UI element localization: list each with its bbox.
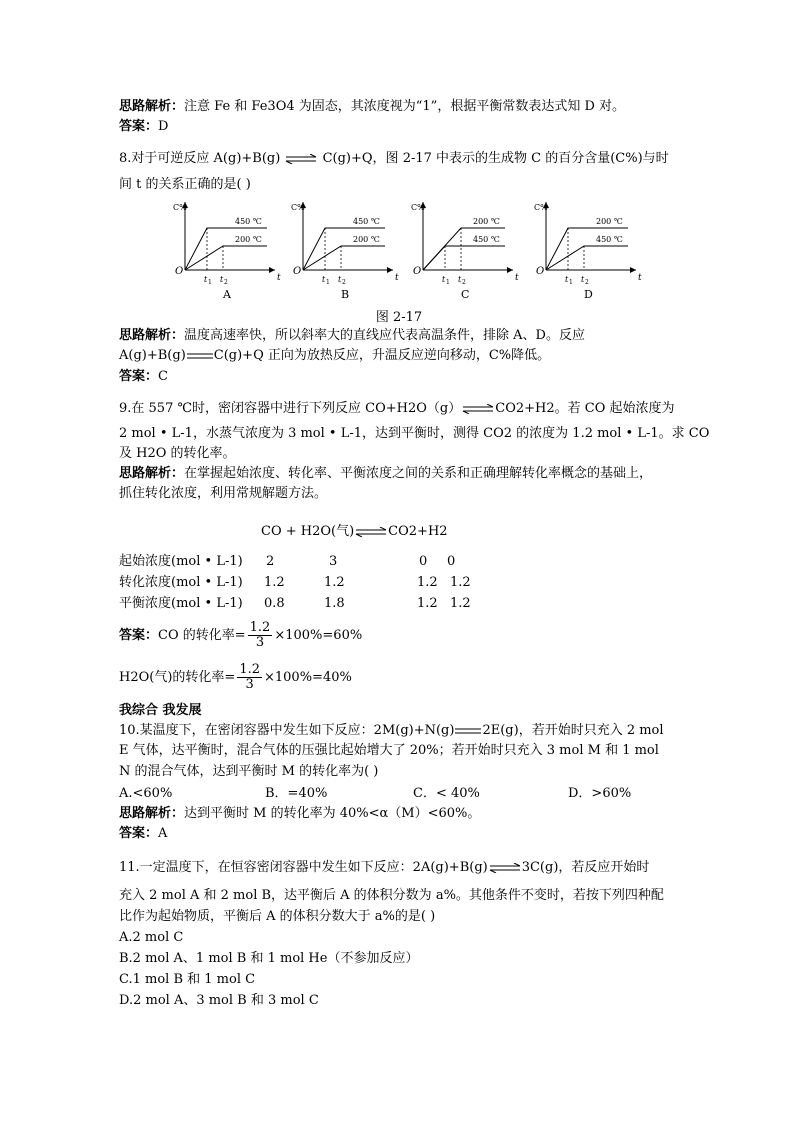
cell: 2: [266, 554, 275, 569]
tick-label-t1: t: [204, 275, 208, 284]
q9-answer-1: [119, 619, 362, 653]
analysis-eq-a: A(g)+B(g): [119, 348, 186, 363]
answer-value: A: [158, 826, 168, 841]
q11-stem-b: 3C(g)，若反应开始时: [521, 860, 650, 875]
figure-caption: 图 2-17: [375, 310, 423, 325]
x-axis-label: t: [395, 273, 399, 283]
q8-stem-a: 8.对于可逆反应 A(g)+B(g): [119, 151, 281, 166]
series-label-upper: 450 ℃: [235, 217, 262, 226]
series-line-slow: [303, 246, 385, 270]
answer-label: 答案：: [119, 119, 159, 134]
row-label: 起始浓度(mol • L-1): [119, 554, 243, 569]
origin-label: O: [413, 266, 422, 277]
series-line-slow: [546, 246, 628, 270]
q8-answer: [119, 368, 168, 386]
option-b: B．=40%: [265, 786, 328, 801]
x-axis-arrow-icon: [269, 267, 275, 273]
fraction-denominator: 3: [245, 677, 254, 692]
eq-left: CO + H2O(气): [261, 524, 355, 539]
top-answer: [119, 118, 168, 136]
series-line-steep: [423, 246, 505, 270]
q8-line1: [119, 150, 669, 168]
cell: 1.2: [450, 596, 471, 611]
chart-letter: D: [584, 288, 593, 301]
chart-letter: C: [461, 288, 470, 301]
answer-label: 答案：: [119, 369, 159, 384]
q9-analysis-l2: 抓住转化浓度，利用常规解题方法。: [119, 486, 328, 501]
tick-label-t1: t: [565, 275, 569, 284]
answer-value: C: [158, 369, 168, 384]
answer-value: D: [158, 119, 169, 134]
analysis-label: 思路解析：: [119, 466, 185, 481]
chart-b: [289, 198, 399, 318]
tick-subscript-t2: 2: [462, 279, 466, 286]
row-label: 转化浓度(mol • L-1): [119, 575, 243, 590]
tick-label-t2: t: [458, 275, 462, 284]
tick-subscript-t2: 2: [585, 279, 589, 286]
analysis-label: 思路解析：: [119, 806, 185, 821]
table-row: [119, 553, 679, 571]
q9-stem-a: 9.在 557 ℃时，密闭容器中进行下列反应 CO+H2O（g）: [119, 401, 462, 416]
ans-prefix: CO 的转化率=: [158, 628, 246, 643]
cell: 3: [329, 554, 338, 569]
y-axis-label: C%: [173, 203, 187, 212]
q11-option-d: D.2 mol A、3 mol B 和 3 mol C: [119, 993, 319, 1008]
x-axis-label: t: [638, 273, 642, 283]
table-row: [119, 595, 679, 613]
x-axis-arrow-icon: [507, 267, 513, 273]
y-axis-label: C%: [291, 203, 305, 212]
q8-stem-b: C(g)+Q，图 2-17 中表示的生成物 C 的百分含量(C%)与时: [322, 151, 669, 166]
tick-label-t1: t: [442, 275, 446, 284]
tick-subscript-t2: 2: [224, 279, 228, 286]
answer-label: 答案：: [119, 628, 159, 643]
analysis-eq-b: C(g)+Q 正向为放热反应，升温反应逆向移动，C%降低。: [213, 348, 551, 363]
analysis-text: 在掌握起始浓度、转化率、平衡浓度之间的关系和正确理解转化率概念的基础上，: [184, 466, 653, 481]
x-axis-arrow-icon: [630, 267, 636, 273]
q9-stem-b: CO2+H2。若 CO 起始浓度为: [495, 401, 675, 416]
q8-analysis-l1: [119, 327, 585, 345]
series-line-slow: [185, 246, 267, 270]
cell: 1.2: [417, 575, 438, 590]
cell: 1.8: [324, 596, 345, 611]
q8-analysis-l2: [119, 347, 550, 365]
q10-answer: [119, 825, 167, 843]
q11-option-a: A.2 mol C: [119, 930, 184, 945]
q11-line3: 比作为起始物质，平衡后 A 的体积分数大于 a%的是( ): [119, 909, 436, 924]
fraction: [248, 621, 273, 650]
answer-label: 答案：: [119, 826, 159, 841]
cell: 0.8: [264, 596, 285, 611]
fraction: [237, 663, 262, 692]
tick-subscript-t1: 1: [446, 279, 450, 286]
fraction-denominator: 3: [255, 635, 265, 650]
tick-label-t1: t: [322, 275, 326, 284]
series-label-upper: 200 ℃: [473, 217, 500, 226]
analysis-text: 达到平衡时 M 的转化率为 40%<α（M）<60%。: [184, 806, 481, 821]
series-label-upper: 450 ℃: [353, 217, 380, 226]
ans-suffix: ×100%=40%: [264, 670, 352, 685]
cell: 1.2: [324, 575, 345, 590]
series-label-upper: 200 ℃: [596, 217, 623, 226]
analysis-label: 思路解析：: [119, 328, 185, 343]
cell: 1.2: [417, 596, 438, 611]
analysis-label: 思路解析：: [119, 99, 185, 114]
q9-line1: [119, 400, 675, 418]
x-axis-label: t: [515, 273, 519, 283]
q10-line1: [119, 722, 664, 740]
cell: 1.2: [264, 575, 285, 590]
q10-stem-b: 2E(g)，若开始时只充入 2 mol: [482, 723, 664, 738]
q10-analysis: [119, 805, 480, 823]
y-axis-label: C%: [411, 203, 425, 212]
section-title: 我综合 我发展: [119, 703, 202, 718]
cell: 1.2: [450, 575, 471, 590]
q9-answer-2: [119, 661, 352, 695]
chart-d: [532, 198, 642, 318]
chart-svg: [171, 198, 281, 318]
q11-line2: 充入 2 mol A 和 2 mol B，达平衡后 A 的体积分数为 a%。其他条件不变时，若按下列四种配: [119, 888, 664, 903]
analysis-text: 注意 Fe 和 Fe3O4 为固态，其浓度视为“1”，根据平衡常数表达式知 D 对。: [184, 99, 626, 114]
q11-option-c: C.1 mol B 和 1 mol C: [119, 972, 256, 987]
top-analysis: [119, 98, 625, 116]
tick-subscript-t1: 1: [208, 279, 212, 286]
series-label-lower: 450 ℃: [473, 235, 500, 244]
chart-letter: B: [341, 288, 350, 301]
fraction-numerator: 1.2: [239, 662, 260, 677]
series-label-lower: 200 ℃: [353, 235, 380, 244]
reversible-arrow-icon: [488, 863, 522, 873]
q9-equation: [261, 523, 448, 541]
analysis-text: 温度高速率快，所以斜率大的直线应代表高温条件，排除 A、D。反应: [184, 328, 585, 343]
q11-stem-a: 11.一定温度下，在恒容密闭容器中发生如下反应：2A(g)+B(g): [119, 860, 488, 875]
equilibrium-sign-icon: [454, 726, 482, 736]
fraction-numerator: 1.2: [249, 620, 271, 635]
q11-line1: [119, 859, 649, 877]
chart-letter: A: [223, 288, 231, 301]
tick-subscript-t2: 2: [342, 279, 346, 286]
x-axis-label: t: [277, 273, 281, 283]
q9-line3: 及 H2O 的转化率。: [119, 446, 236, 461]
series-label-lower: 200 ℃: [235, 235, 262, 244]
option-a: A.<60%: [119, 786, 173, 801]
q9-line2: 2 mol • L-1，水蒸气浓度为 3 mol • L-1，达到平衡时，测得 CO2 的浓度为 1.2 mol • L-1。求 CO: [119, 426, 710, 441]
origin-label: O: [175, 266, 184, 277]
tick-subscript-t1: 1: [569, 279, 573, 286]
ans-prefix: H2O(气)的转化率=: [119, 670, 236, 685]
eq-right: CO2+H2: [388, 524, 448, 539]
series-label-lower: 450 ℃: [596, 235, 623, 244]
origin-label: O: [293, 266, 302, 277]
q10-line2: E 气体，达平衡时，混合气体的压强比起始增大了 20%；若开始时只充入 3 mol M 和 1 mol: [119, 743, 659, 758]
chart-svg: [409, 198, 519, 318]
q9-analysis-l1: [119, 465, 652, 483]
ans-suffix: ×100%=60%: [274, 628, 363, 643]
cell: 0: [447, 554, 456, 569]
y-axis-label: C%: [534, 203, 548, 212]
chart-svg: [532, 198, 642, 318]
tick-label-t2: t: [220, 275, 224, 284]
tick-label-t2: t: [581, 275, 585, 284]
equilibrium-sign-icon: [186, 351, 214, 361]
option-d: D．>60%: [568, 786, 632, 801]
origin-label: O: [536, 266, 545, 277]
reversible-arrow-icon: [461, 404, 495, 414]
q11-option-b: B.2 mol A、1 mol B 和 1 mol He（不参加反应）: [119, 951, 419, 966]
x-axis-arrow-icon: [387, 267, 393, 273]
q10-stem-a: 10.某温度下，在密闭容器中发生如下反应：2M(g)+N(g): [119, 723, 455, 738]
reversible-arrow-icon: [354, 527, 388, 537]
tick-subscript-t1: 1: [326, 279, 330, 286]
chart-c: [409, 198, 519, 318]
table-row: [119, 574, 679, 592]
reversible-arrow-icon: [284, 154, 318, 164]
q10-line3: N 的混合气体，达到平衡时 M 的转化率为( ): [119, 764, 379, 779]
q10-options: [119, 785, 679, 803]
chart-a: [171, 198, 281, 318]
cell: 0: [419, 554, 428, 569]
row-label: 平衡浓度(mol • L-1): [119, 596, 243, 611]
tick-label-t2: t: [338, 275, 342, 284]
chart-svg: [289, 198, 399, 318]
q8-line2: 间 t 的关系正确的是( ): [119, 177, 251, 192]
option-c: C．< 40%: [413, 786, 480, 801]
